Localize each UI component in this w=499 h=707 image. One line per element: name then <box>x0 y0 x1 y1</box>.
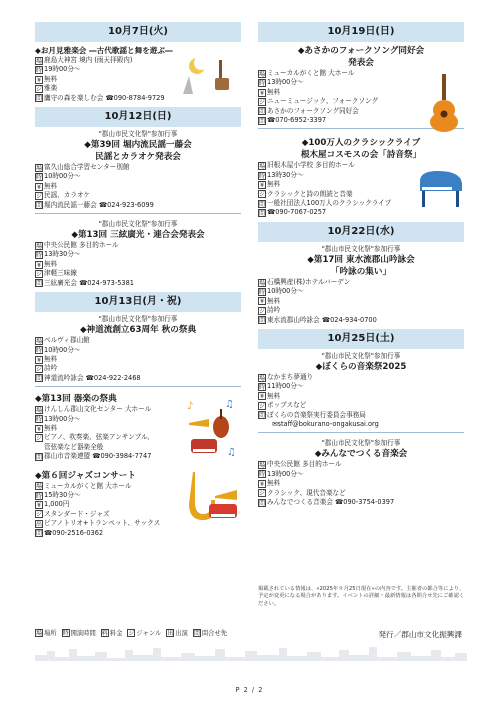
legend-key: 問 <box>193 630 200 637</box>
time-key: 時 <box>36 174 43 182</box>
event-title-line2: 民謡とカラオケ発表会 <box>95 152 181 163</box>
event-genre: 津軽三味線 <box>44 269 77 278</box>
event-fee: 無料 <box>267 479 281 488</box>
genre-key: ジ <box>259 191 266 199</box>
event-fee: 無料 <box>44 354 58 363</box>
event-venue: ミューカルがくと館 大ホール <box>44 481 132 490</box>
fee-key: ¥ <box>35 261 43 269</box>
event-title-line2: 根木屋コスモスの会「詩音祭」 <box>300 150 422 161</box>
fee-key: ¥ <box>258 181 266 189</box>
event-time: 19時00分～ <box>44 65 81 74</box>
event-venue: 旧根木屋小学校 多目的ホール <box>267 161 355 170</box>
org-key: 問 <box>36 280 43 288</box>
event-fee: 無料 <box>44 181 58 190</box>
org-key: 問 <box>36 453 43 461</box>
event-jazz <box>35 466 241 542</box>
legend-label: 問合せ先 <box>201 630 228 637</box>
genre-key: ジ <box>259 307 266 315</box>
event-org: 東水流郡山吟詠会 <box>267 315 320 324</box>
event-genre: 詩吟 <box>267 306 281 315</box>
event-org: 三絃廣光会 <box>44 278 77 287</box>
event-title-line2: 発表会 <box>348 58 374 68</box>
org-key: 問 <box>259 412 266 420</box>
venue-key: 場 <box>36 483 43 491</box>
legend-label: ジャンル <box>136 630 162 637</box>
event-tel: ☎090-3984-7747 <box>92 452 152 461</box>
event-time: 13時30分～ <box>44 250 81 259</box>
event-fee: 1,000円 <box>44 500 70 509</box>
event-org: 神道流吟詠会 <box>44 373 84 382</box>
svg-text:♪: ♪ <box>187 401 194 413</box>
time-key: 時 <box>259 471 266 479</box>
event-shinto <box>35 312 241 393</box>
event-genre: ピアノ、吹奏楽、弦楽アンサンブル、 <box>44 433 154 442</box>
fee-key: ¥ <box>35 76 43 84</box>
legend-label: 料金 <box>109 630 123 637</box>
event-org: 鷹守の森を楽しむ会 <box>44 93 104 102</box>
legend-key: ジ <box>128 630 135 637</box>
venue-key: 場 <box>36 57 43 65</box>
event-tel: ☎024-923-6099 <box>98 200 154 209</box>
event-tel: ☎024-922-2468 <box>85 373 141 382</box>
event-fee: 無料 <box>267 180 281 189</box>
publisher: 発行／郡山市文化振興課 <box>378 630 462 639</box>
event-genre: ニューミュージック、フォークソング <box>267 97 379 106</box>
legend-key: 料 <box>101 630 108 637</box>
event-minna <box>258 439 464 511</box>
genre-key: ジ <box>259 98 266 106</box>
event-ginei <box>258 242 464 329</box>
event-genre: 詩吟 <box>44 364 58 373</box>
genre-key: ジ <box>259 490 266 498</box>
event-tel: ☎090-3754-0397 <box>335 497 395 506</box>
legend-key: 時 <box>62 630 69 637</box>
event-title-line2: 「吟詠の集い」 <box>330 266 392 277</box>
event-time: 13時30分～ <box>267 170 304 179</box>
event-genre-line2: 管弦楽など器楽全般 <box>44 442 104 451</box>
event-venue: 中央公民館 多目的ホール <box>267 460 342 469</box>
fee-key: ¥ <box>35 356 43 364</box>
time-key: 時 <box>259 288 266 296</box>
event-venue: 中央公民館 多目的ホール <box>44 241 119 250</box>
event-shamisen <box>35 220 241 292</box>
legend-label: 場所 <box>44 630 57 637</box>
event-minyo <box>35 127 241 220</box>
legend-label: 出演 <box>175 630 188 637</box>
event-fee: 無料 <box>267 87 281 96</box>
event-tel: ☎070-6952-3397 <box>267 116 327 125</box>
org-key: 問 <box>36 530 43 538</box>
event-fee: 無料 <box>44 74 58 83</box>
fee-key: ¥ <box>258 480 266 488</box>
genre-key: ジ <box>36 511 43 519</box>
event-title: ◆お月見雅楽会 ―古代歌謡と舞を遊ぶ― <box>35 46 173 55</box>
genre-key: ジ <box>36 192 43 200</box>
event-title: ◆みんなでつくる音楽会 <box>314 449 408 460</box>
event-venue: けんしん郡山文化センター 大ホール <box>44 405 152 414</box>
event-sponsor: "郡山市民文化祭"参加行事 <box>321 439 401 448</box>
right-column <box>258 22 464 511</box>
guitar-icon <box>426 72 462 132</box>
org-key: 問 <box>36 375 43 383</box>
time-key: 時 <box>259 384 266 392</box>
event-genre: 民謡、カラオケ <box>44 191 91 200</box>
genre-key: ジ <box>36 85 43 93</box>
event-venue: ベルヴィ郡山館 <box>44 336 90 345</box>
event-genre: ポップスなど <box>267 401 307 410</box>
event-title: ◆ぼくらの音楽祭2025 <box>315 361 407 372</box>
divider <box>258 432 464 433</box>
event-title: ◆神道流創立63周年 秋の祭典 <box>79 325 197 336</box>
venue-key: 場 <box>259 163 266 171</box>
event-tel: ☎024-934-0700 <box>321 315 377 324</box>
performer-key: 出 <box>36 520 43 528</box>
left-column <box>35 22 241 542</box>
event-org: みんなでつくる音楽会 <box>267 497 333 506</box>
event-fee: 無料 <box>44 259 58 268</box>
time-key: 時 <box>36 252 43 260</box>
svg-text:♫: ♫ <box>225 399 234 411</box>
venue-key: 場 <box>36 406 43 414</box>
genre-key: ジ <box>36 435 43 443</box>
event-org: 一般社団法人100万人のクラシックライブ <box>267 199 392 208</box>
org-key: 問 <box>259 200 266 208</box>
event-tel: ☎090-8784-9729 <box>105 93 165 102</box>
fee-key: ¥ <box>35 425 43 433</box>
event-genre: クラシックと詩の朗読と音楽 <box>267 189 353 198</box>
org-key: 問 <box>259 117 266 125</box>
event-tel: ☎024-973-5381 <box>79 278 135 287</box>
divider <box>35 386 241 387</box>
legend-key: 場 <box>36 630 43 637</box>
violin-icon <box>185 397 243 457</box>
fee-key: ¥ <box>258 89 266 97</box>
event-title: ◆100万人のクラシックライブ <box>301 138 421 149</box>
event-time: 10時00分～ <box>44 345 81 354</box>
event-folk <box>258 42 464 135</box>
time-key: 時 <box>36 492 43 500</box>
page-number: P 2 / 2 <box>235 686 264 694</box>
event-title: ◆あさかのフォークソング同好会 <box>297 46 425 56</box>
saxophone-icon <box>179 468 241 524</box>
event-sponsor: "郡山市民文化祭"参加行事 <box>321 351 401 360</box>
date-header: 10月7日(火) <box>35 22 241 42</box>
event-org: ぼくらの音楽祭実行委員会事務局 <box>267 410 366 419</box>
time-key: 時 <box>259 172 266 180</box>
divider <box>35 213 241 214</box>
event-org: あさかのフォークソング同好会 <box>267 106 359 115</box>
moon-icon <box>179 56 239 96</box>
event-time: 13時00分～ <box>267 469 304 478</box>
time-key: 時 <box>36 416 43 424</box>
event-time: 13時00分～ <box>44 414 81 423</box>
time-key: 時 <box>36 67 43 75</box>
org-key: 問 <box>259 317 266 325</box>
event-tel: ☎090-2516-0362 <box>44 528 104 537</box>
event-fee: 無料 <box>267 391 281 400</box>
venue-key: 場 <box>259 279 266 287</box>
event-title: ◆第39回 堀内流民謡一藤会 <box>84 140 192 151</box>
event-title: ◆第６回ジャズコンサート <box>35 470 136 481</box>
event-performer: ピアノトリオ+トランペット、サックス <box>44 519 161 528</box>
genre-key: ジ <box>36 366 43 374</box>
disclaimer-note: 掲載されている情報は、«2025年９月25日現在»の内容です。主催者の都合等により、予定が変更になる場合があります。イベントの詳細・最新情報は各問合せ先にご確認ください。 <box>258 586 465 607</box>
org-key: 問 <box>36 95 43 103</box>
venue-key: 場 <box>259 462 266 470</box>
event-venue: ミューカルがくと館 大ホール <box>267 69 355 77</box>
event-fee: 無料 <box>44 423 58 432</box>
genre-key: ジ <box>36 270 43 278</box>
event-sponsor: "郡山市民文化祭"参加行事 <box>98 220 178 229</box>
event-venue: 鹿島大神宮 境内 (雨天拝殿内) <box>44 56 133 64</box>
org-key: 問 <box>259 108 266 116</box>
venue-key: 場 <box>259 374 266 382</box>
org-key: 問 <box>259 210 266 218</box>
event-title: ◆第17回 東水流郡山吟詠会 <box>307 254 415 265</box>
org-key: 問 <box>259 499 266 507</box>
grand-piano-icon <box>418 169 464 209</box>
genre-key: ジ <box>259 402 266 410</box>
fee-key: ¥ <box>35 501 43 509</box>
event-title: ◆第13回 三絃廣光・連合会発表会 <box>71 230 205 241</box>
event-venue: なかまち夢通り <box>267 372 314 381</box>
venue-key: 場 <box>36 164 43 172</box>
event-genre: スタンダード・ジャズ <box>44 509 110 518</box>
legend-label: 開演時間 <box>70 630 96 637</box>
event-title: ◆第13回 器楽の祭典 <box>35 394 117 405</box>
event-venue: 富久山総合学習センター別館 <box>44 163 130 172</box>
time-key: 時 <box>36 347 43 355</box>
fee-key: ¥ <box>35 183 43 191</box>
fee-key: ¥ <box>258 297 266 305</box>
event-time: 13時00分～ <box>267 78 304 87</box>
event-email-link[interactable]: ✉staff@bokurano-ongakusai.org <box>272 419 379 428</box>
event-classic-live <box>258 135 464 221</box>
time-key: 時 <box>259 80 266 88</box>
venue-key: 場 <box>36 337 43 345</box>
event-moon-gagaku <box>35 42 241 107</box>
svg-text:♫: ♫ <box>227 447 236 458</box>
event-genre: クラシック、現代音楽など <box>267 488 346 497</box>
event-org: 郡山市音楽連盟 <box>44 452 91 461</box>
event-sponsor: "郡山市民文化祭"参加行事 <box>98 315 178 324</box>
event-sponsor: "郡山市民文化祭"参加行事 <box>98 130 178 139</box>
date-header: 10月25日(土) <box>258 329 464 349</box>
date-header: 10月13日(月・祝) <box>35 292 241 312</box>
legend-key: 出 <box>167 630 174 637</box>
date-header: 10月19日(日) <box>258 22 464 42</box>
org-key: 問 <box>36 202 43 210</box>
event-org: 堀内流民謡一藤会 <box>44 200 97 209</box>
event-instrumental <box>35 393 241 465</box>
event-fee: 無料 <box>267 296 281 305</box>
fee-key: ¥ <box>258 392 266 400</box>
date-header: 10月22日(水) <box>258 222 464 242</box>
event-sponsor: "郡山市民文化祭"参加行事 <box>321 244 401 253</box>
event-genre: 雅楽 <box>44 84 58 93</box>
event-time: 11時00分～ <box>267 382 304 391</box>
event-venue: 石橋興産(株)ホテルバーデン <box>267 277 351 286</box>
venue-key: 場 <box>36 242 43 250</box>
date-header: 10月12日(日) <box>35 107 241 127</box>
event-time: 15時30分～ <box>44 490 81 499</box>
city-skyline-decoration <box>35 645 467 661</box>
event-tel: ☎090-7067-0257 <box>267 208 327 217</box>
event-time: 10時00分～ <box>267 287 304 296</box>
event-time: 10時00分～ <box>44 172 81 181</box>
venue-key: 場 <box>259 70 266 78</box>
legend <box>35 629 227 638</box>
event-bokura <box>258 349 464 439</box>
